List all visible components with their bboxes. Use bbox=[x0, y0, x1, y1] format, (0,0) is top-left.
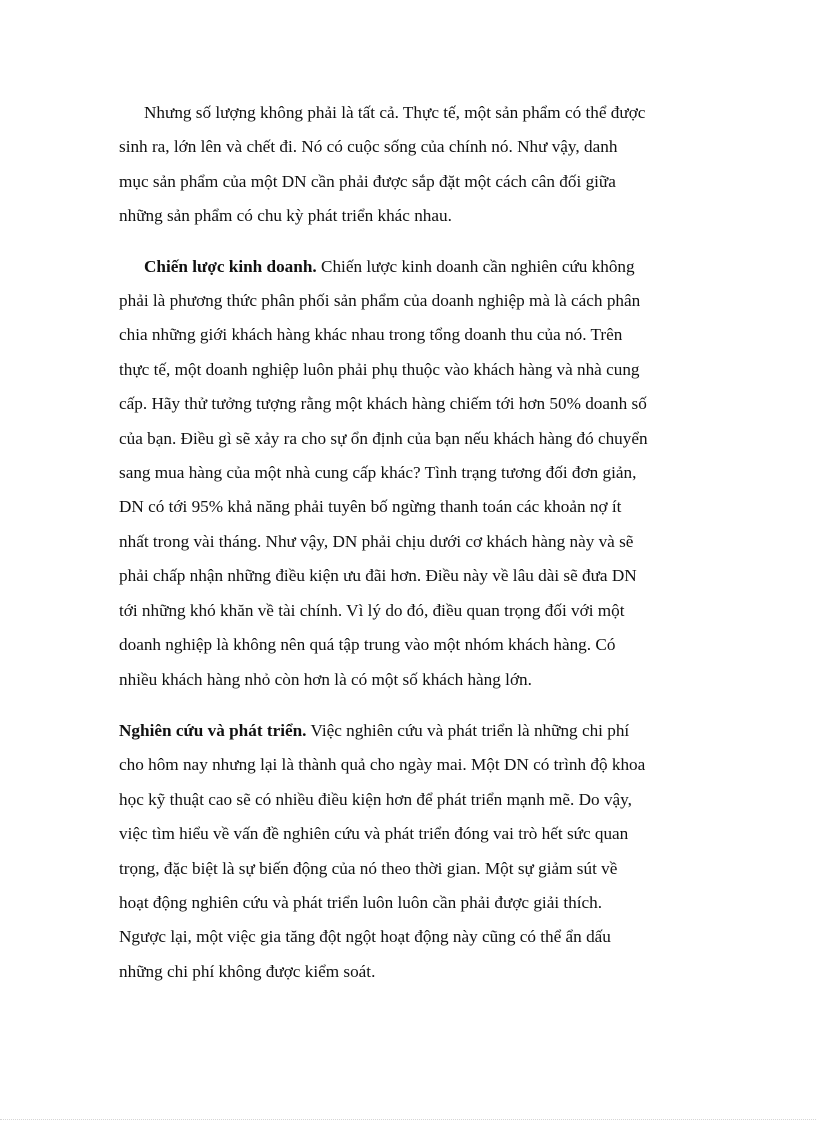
text-line: sang mua hàng của một nhà cung cấp khác? Tình trạng tương đối đơn giản, bbox=[119, 463, 637, 483]
text-line: phải là phương thức phân phối sản phẩm của doanh nghiệp mà là cách phân bbox=[119, 291, 641, 311]
text-line: nhiều khách hàng nhỏ còn hơn là có một số khách hàng lớn. bbox=[119, 669, 532, 689]
text-line: những chi phí không được kiểm soát. bbox=[119, 961, 376, 981]
text-line: Ngược lại, một việc gia tăng đột ngột hoạt động này cũng có thể ẩn dấu bbox=[119, 927, 611, 947]
paragraph-product-lifecycle bbox=[119, 96, 699, 234]
text-line: mục sản phẩm của một DN cần phải được sắp đặt một cách cân đối giữa bbox=[119, 171, 616, 191]
text-line: của bạn. Điều gì sẽ xảy ra cho sự ổn định của bạn nếu khách hàng đó chuyển bbox=[119, 428, 648, 448]
text-line: thực tế, một doanh nghiệp luôn phải phụ thuộc vào khách hàng và nhà cung bbox=[119, 359, 640, 379]
text-line bbox=[119, 714, 699, 748]
text-line: cấp. Hãy thử tưởng tượng rằng một khách hàng chiếm tới hơn 50% doanh số bbox=[119, 394, 647, 414]
paragraph-research-development bbox=[119, 714, 699, 989]
page-bottom-rule bbox=[0, 1119, 816, 1120]
text-line bbox=[119, 250, 699, 284]
text-line: phải chấp nhận những điều kiện ưu đãi hơn. Điều này về lâu dài sẽ đưa DN bbox=[119, 566, 637, 586]
section-heading: Chiến lược kinh doanh. bbox=[144, 256, 317, 276]
paragraph-business-strategy bbox=[119, 250, 699, 697]
text-line: nhất trong vài tháng. Như vậy, DN phải chịu dưới cơ khách hàng này và sẽ bbox=[119, 531, 634, 551]
document-page bbox=[119, 96, 699, 989]
text-line: sinh ra, lớn lên và chết đi. Nó có cuộc sống của chính nó. Như vậy, danh bbox=[119, 137, 618, 157]
text-line: học kỹ thuật cao sẽ có nhiều điều kiện hơn để phát triển mạnh mẽ. Do vậy, bbox=[119, 789, 632, 809]
text-line: Nhưng số lượng không phải là tất cả. Thực tế, một sản phẩm có thể được bbox=[144, 103, 646, 122]
text-line: doanh nghiệp là không nên quá tập trung vào một nhóm khách hàng. Có bbox=[119, 635, 616, 655]
text-line: DN có tới 95% khả năng phải tuyên bố ngừng thanh toán các khoản nợ ít bbox=[119, 497, 622, 517]
text-line: chia những giới khách hàng khác nhau trong tổng doanh thu của nó. Trên bbox=[119, 325, 623, 345]
text-line-rest: Việc nghiên cứu và phát triển là những chi phí bbox=[306, 720, 630, 740]
text-line: những sản phẩm có chu kỳ phát triển khác nhau. bbox=[119, 206, 452, 226]
text-line: cho hôm nay nhưng lại là thành quả cho ngày mai. Một DN có trình độ khoa bbox=[119, 755, 646, 775]
text-line: hoạt động nghiên cứu và phát triển luôn luôn cần phải được giải thích. bbox=[119, 892, 603, 912]
section-heading: Nghiên cứu và phát triển. bbox=[119, 720, 307, 740]
text-line: tới những khó khăn về tài chính. Vì lý do đó, điều quan trọng đối với một bbox=[119, 600, 625, 620]
text-line: trọng, đặc biệt là sự biến động của nó theo thời gian. Một sự giảm sút về bbox=[119, 858, 618, 878]
text-line: việc tìm hiểu về vấn đề nghiên cứu và phát triển đóng vai trò hết sức quan bbox=[119, 824, 629, 844]
text-line-rest: Chiến lược kinh doanh cần nghiên cứu không bbox=[316, 256, 635, 276]
